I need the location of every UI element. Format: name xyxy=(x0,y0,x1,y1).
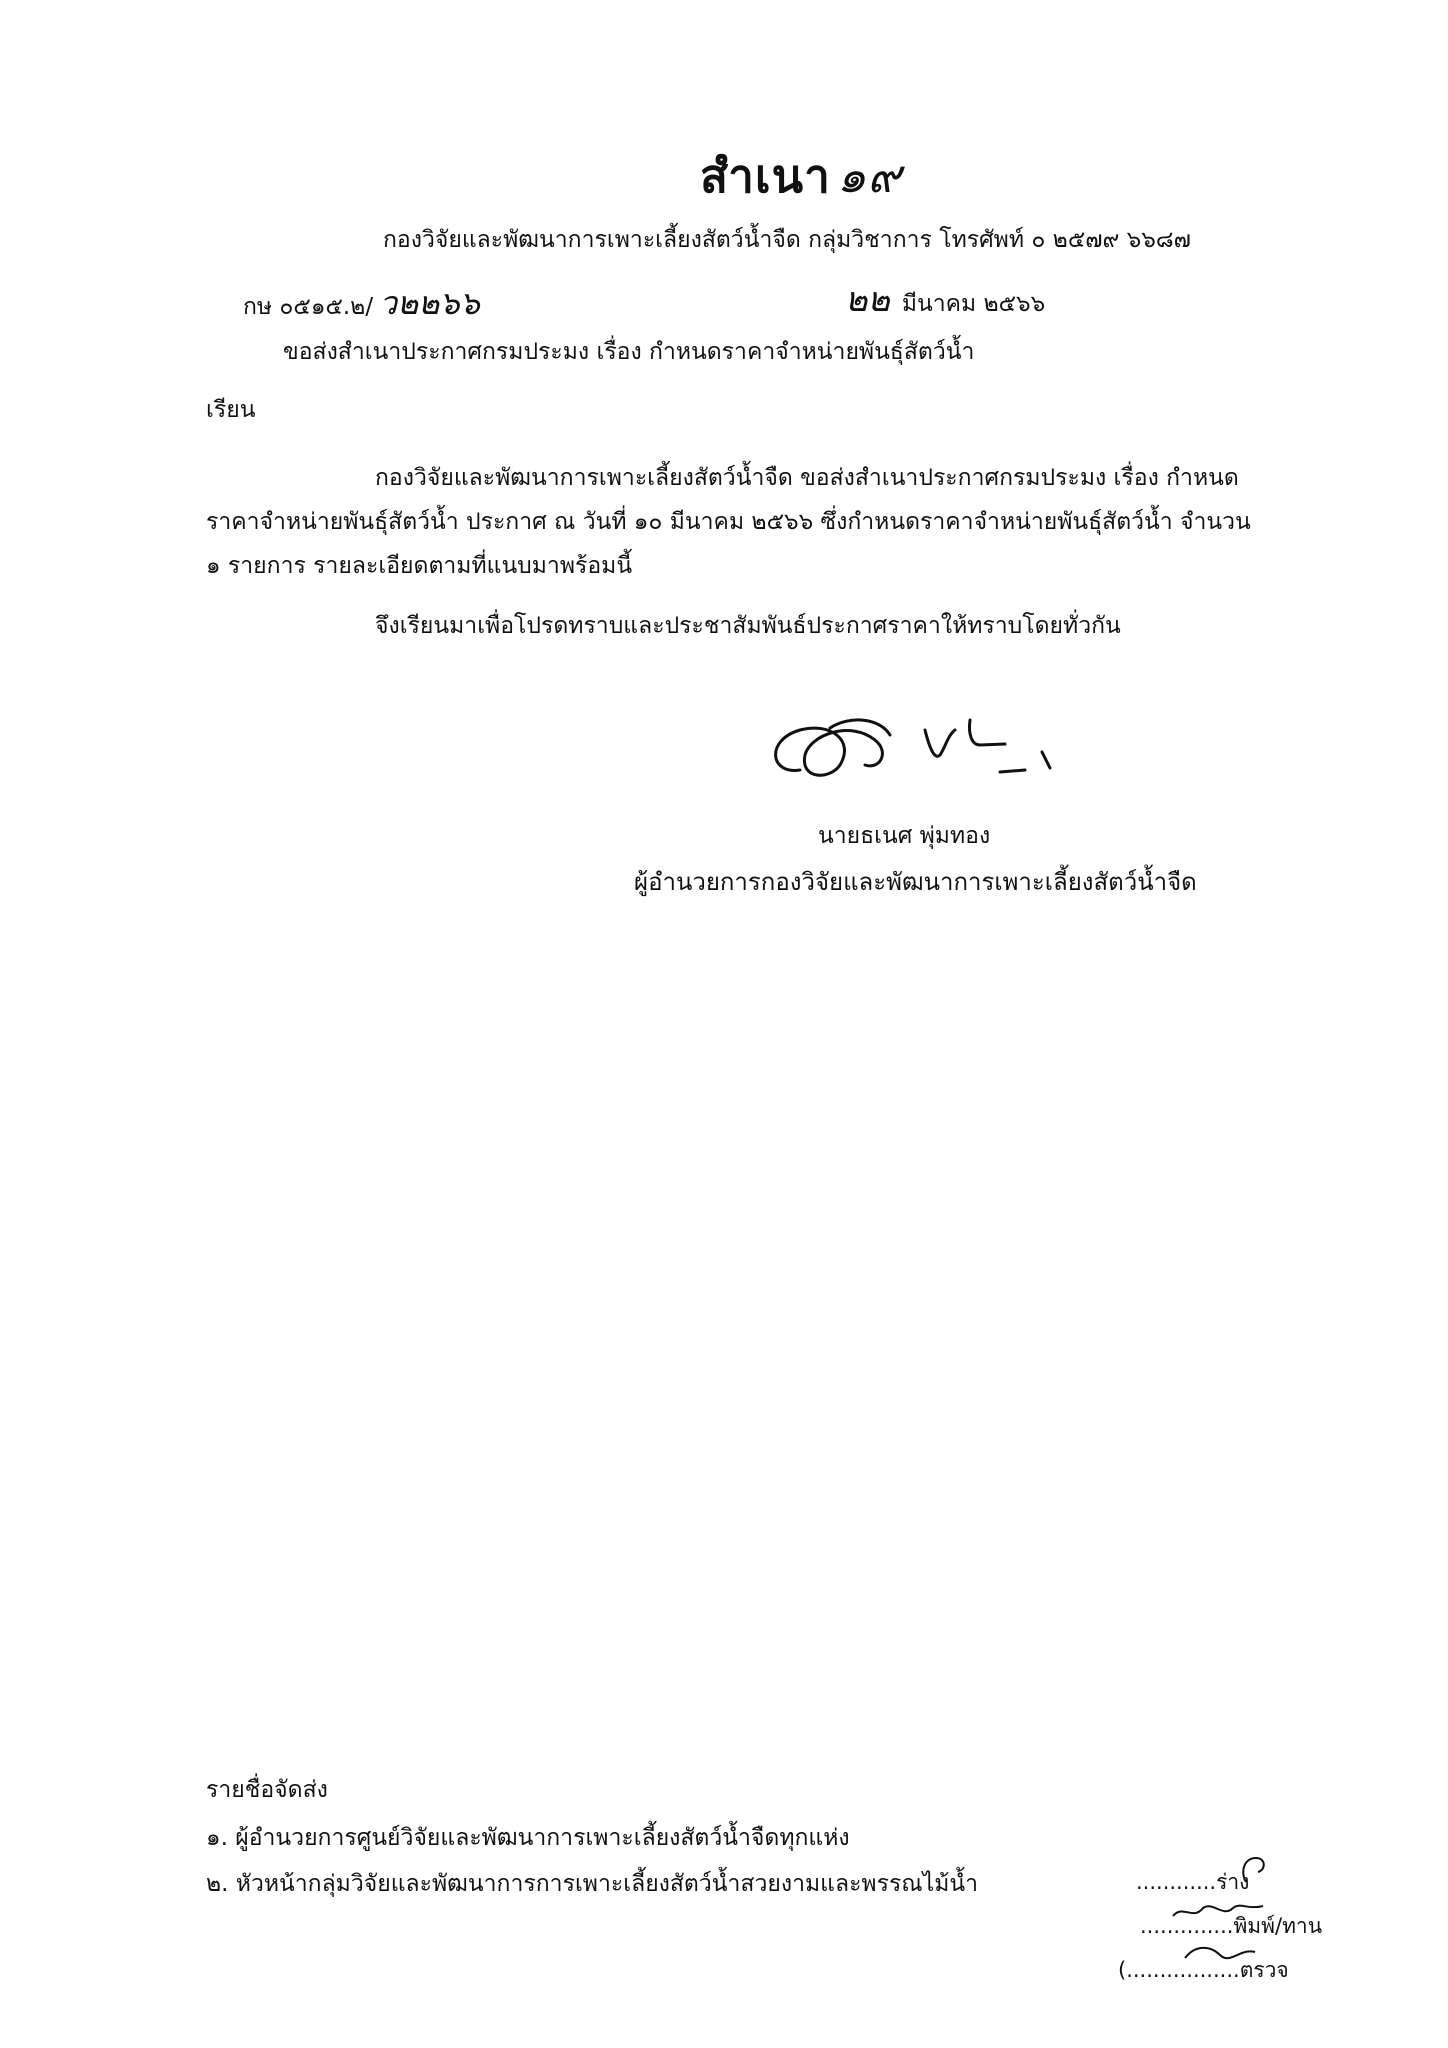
date-month-year: มีนาคม ๒๕๖๖ xyxy=(901,291,1046,317)
title-text: สำเนา xyxy=(700,149,831,203)
closing-line: จึงเรียนมาเพื่อโปรดทราบและประชาสัมพันธ์ประกาศราคาให้ทราบโดยทั่วกัน xyxy=(375,613,1121,639)
initial-label: ร่าง xyxy=(1216,1870,1250,1894)
signer-name: นายธเนศ พุ่มทอง xyxy=(818,823,991,849)
signature-image xyxy=(760,700,1080,810)
signer-position: ผู้อำนวยการกองวิจัยและพัฒนาการเพาะเลี้ยงสัตว์น้ำจืด xyxy=(634,868,1197,896)
initial-label: ตรวจ xyxy=(1239,1958,1289,1982)
distribution-heading: รายชื่อจัดส่ง xyxy=(206,1777,328,1803)
office-line: กองวิจัยและพัฒนาการเพาะเลี้ยงสัตว์น้ำจืด กลุ่มวิชาการ โทรศัพท์ ๐ ๒๕๗๙ ๖๖๘๗ xyxy=(383,227,1191,253)
initial-dots: .............. xyxy=(1140,1914,1234,1938)
title-handwritten-number: ๑๙ xyxy=(836,149,902,203)
distribution-item: ๑. ผู้อำนวยการศูนย์วิจัยและพัฒนาการเพาะเลี้ยงสัตว์น้ำจืดทุกแห่ง xyxy=(206,1825,850,1851)
salutation: เรียน xyxy=(206,397,256,423)
initial-dots: (................. xyxy=(1118,1958,1240,1982)
body-line-3: ๑ รายการ รายละเอียดตามที่แนบมาพร้อมนี้ xyxy=(206,553,633,579)
document-date xyxy=(845,272,1045,326)
initial-row-draft xyxy=(1136,1866,1249,1899)
body-line-2: ราคาจำหน่ายพันธุ์สัตว์น้ำ ประกาศ ณ วันที่ ๑๐ มีนาคม ๒๕๖๖ ซึ่งกำหนดราคาจำหน่ายพันธุ์สัตว์น้ำ จำนวน xyxy=(206,509,1251,535)
document-title xyxy=(700,140,902,213)
initial-scribble-checked xyxy=(1180,1940,1260,1970)
initial-scribble-draft xyxy=(1236,1852,1276,1888)
initial-scribble-typed xyxy=(1168,1896,1268,1926)
reference-number xyxy=(243,278,480,329)
ref-prefix: กษ ๐๕๑๕.๒/ xyxy=(243,294,374,320)
body-line-1: กองวิจัยและพัฒนาการเพาะเลี้ยงสัตว์น้ำจืด ขอส่งสำเนาประกาศกรมประมง เรื่อง กำหนด xyxy=(375,465,1239,491)
initial-dots: ............ xyxy=(1136,1870,1217,1894)
date-handwritten-day: ๒๒ xyxy=(845,280,890,320)
ref-handwritten-number: ว๒๒๖๖ xyxy=(379,284,480,322)
initial-label: พิมพ์/ทาน xyxy=(1233,1914,1323,1938)
distribution-item: ๒. หัวหน้ากลุ่มวิจัยและพัฒนาการการเพาะเลี้ยงสัตว์น้ำสวยงามและพรรณไม้น้ำ xyxy=(206,1871,979,1897)
subject-line: ขอส่งสำเนาประกาศกรมประมง เรื่อง กำหนดราคาจำหน่ายพันธุ์สัตว์น้ำ xyxy=(283,339,975,365)
